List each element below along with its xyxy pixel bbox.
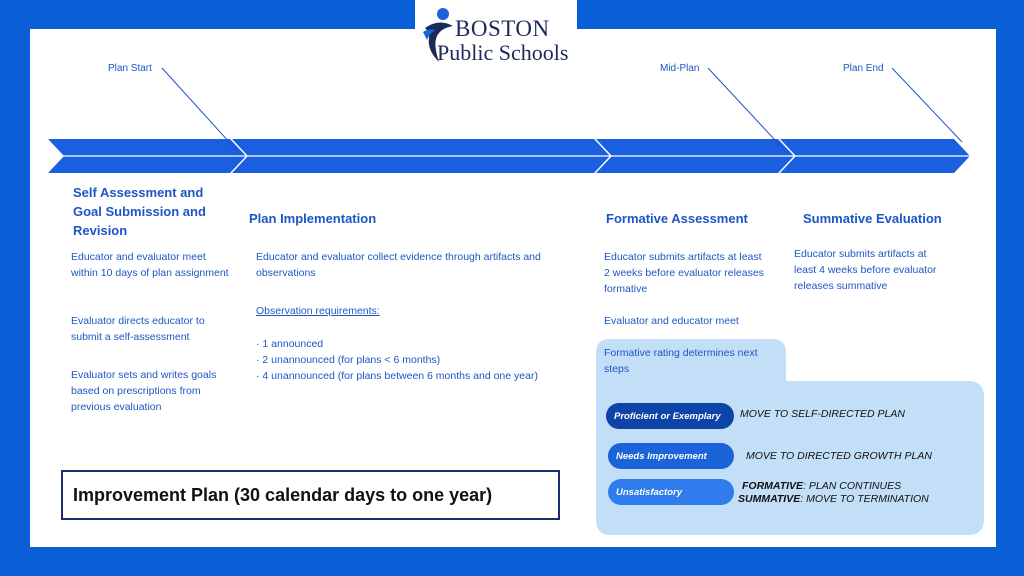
rating-unsatisfactory-outcome [738, 480, 929, 506]
phase-plan-implementation-title: Plan Implementation [249, 211, 377, 226]
outcome-formative-text: : PLAN CONTINUES [803, 480, 902, 492]
milestone-mid-plan: Mid-Plan [660, 63, 700, 74]
phase1-item-3: Evaluator sets and writes goals based on prescriptions from previous evaluation [71, 369, 217, 413]
rating-proficient-outcome: MOVE TO SELF-DIRECTED PLAN [740, 408, 905, 420]
rating-needs-improvement-outcome: MOVE TO DIRECTED GROWTH PLAN [746, 450, 932, 462]
phase1-item-1: Educator and evaluator meet within 10 days of plan assignment [71, 251, 229, 279]
logo-line-public-schools: Public Schools [437, 40, 569, 65]
milestone-plan-end: Plan End [843, 63, 884, 74]
observation-item-text: 4 unannounced (for plans between 6 months and one year) [262, 370, 538, 382]
outcome-summative-label: SUMMATIVE [738, 493, 801, 505]
observation-item-text: 1 announced [262, 338, 324, 350]
rating-needs-improvement-pill: Needs Improvement [608, 443, 734, 469]
phase2-intro: Educator and evaluator collect evidence through artifacts and observations [256, 251, 541, 279]
phase-formative-assessment-title: Formative Assessment [606, 211, 748, 226]
observation-item: · 2 unannounced (for plans < 6 months) [256, 354, 441, 366]
phase1-item-2: Evaluator directs educator to submit a self-assessment [71, 315, 205, 343]
phase4-item-1: Educator submits artifacts at least 4 weeks before evaluator releases summative [794, 248, 937, 292]
pointer-plan-end [892, 68, 962, 142]
improvement-plan-title-box: Improvement Plan (30 calendar days to one year) [61, 470, 560, 520]
rating-proficient-pill: Proficient or Exemplary [606, 403, 734, 429]
phase3-item-1: Educator submits artifacts at least 2 weeks before evaluator releases formative [604, 251, 764, 295]
observation-item: · 1 announced [256, 338, 324, 350]
observation-item-text: 2 unannounced (for plans < 6 months) [262, 354, 441, 366]
rating-unsatisfactory-pill: Unsatisfactory [608, 479, 734, 505]
phase-self-assessment-title: Self Assessment and Goal Submission and Revision [73, 185, 206, 238]
logo-line-boston: BOSTON [455, 16, 550, 41]
phase-summative-evaluation-title: Summative Evaluation [803, 211, 942, 226]
observation-item: · 4 unannounced (for plans between 6 months and one year) [256, 370, 538, 382]
phase3-item-2: Evaluator and educator meet [604, 315, 739, 327]
outcome-summative-line [738, 493, 929, 506]
outcome-formative-line [742, 480, 929, 493]
milestone-plan-start: Plan Start [108, 63, 152, 74]
observation-list [256, 336, 538, 384]
outcome-formative-label: FORMATIVE [742, 480, 804, 492]
outcome-summative-text: : MOVE TO TERMINATION [800, 493, 929, 505]
observation-requirements-heading: Observation requirements: [256, 305, 380, 317]
phase3-item-3: Formative rating determines next steps [604, 347, 758, 375]
